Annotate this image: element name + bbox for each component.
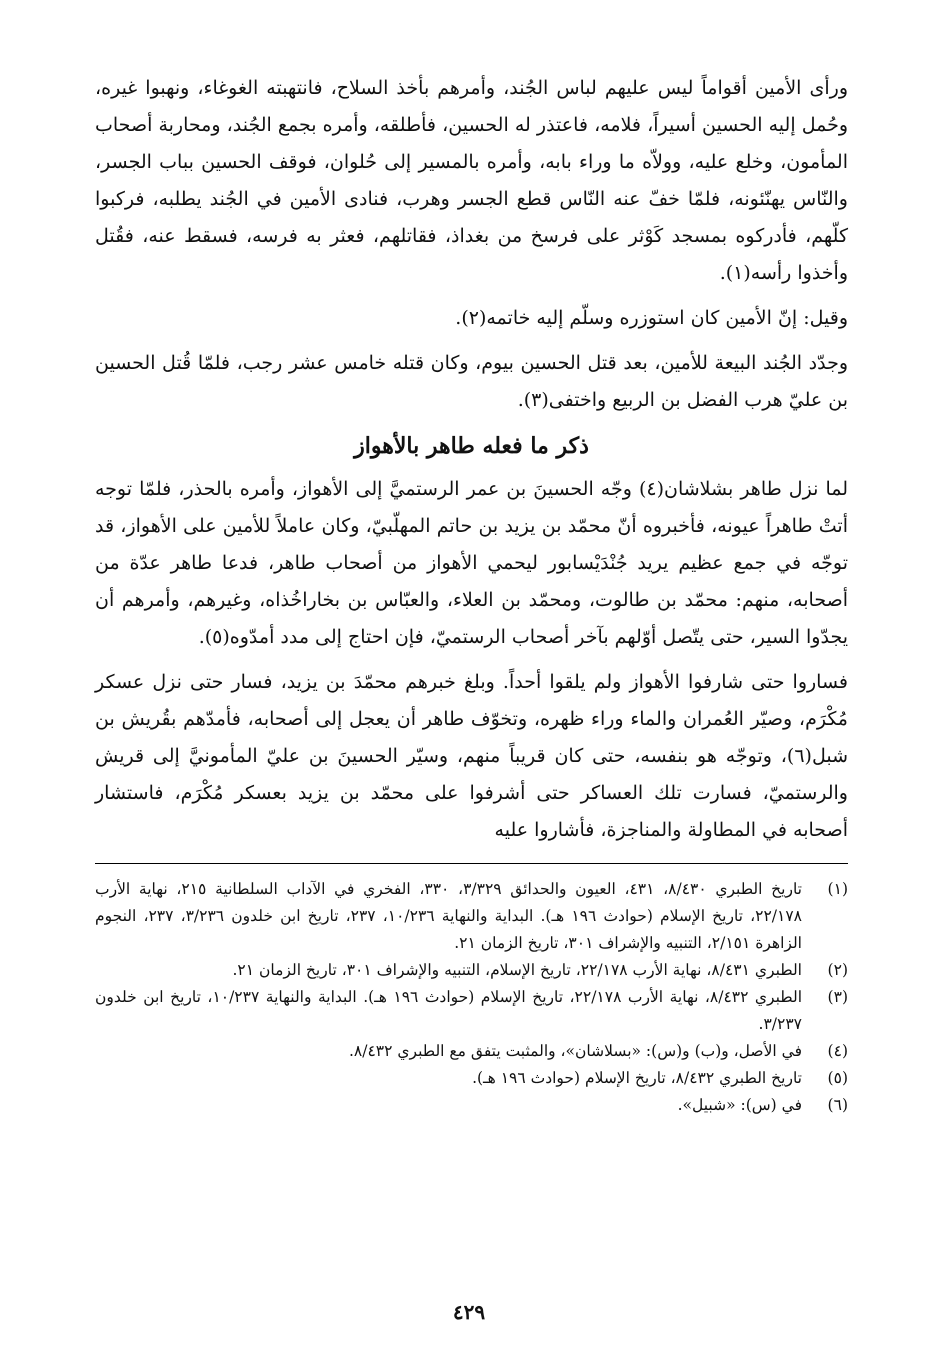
page-number: ٤٢٩ [452,1300,486,1324]
footnote-divider [95,863,848,864]
paragraph: ورأى الأمين أقواماً ليس عليهم لباس الجُند، وأمرهم بأخذ السلاح، فانتهبته الغوغاء، ونهبوا غيره، وحُمل إليه الحسين أسيراً، فلامه، فاعتذر له الحسين، فأطلقه، وأمره بجمع الجُند، ومحاربة أصحاب المأمون، وخلع عليه، وولاّه ما وراء بابه، وأمره بالمسير إلى حُلوان، فوقف الحسين بباب الجسر، والنّاس يهنّئونه، فلمّا خفّ عنه النّاس قطع الجسر وهرب، فنادى الأمين في الجُند يطلبه، فركبوا كلّهم، فأدركوه بمسجد كَوْثر على فرسخ من بغداذ، فقاتلهم، فعثر به فرسه، فسقط عنه، فقُتل وأخذوا رأسه(١). [95,77,848,284]
footnote [95,957,848,984]
footnote-number: (٢) [827,961,848,979]
paragraph: وجدّد الجُند البيعة للأمين، بعد قتل الحسين بيوم، وكان قتله خامس عشر رجب، فلمّا قُتل الحسين بن عليّ هرب الفضل بن الربيع واختفى(٣). [95,352,848,411]
footnote [95,984,848,1038]
footnote [95,1092,848,1119]
footnote-text: تاريخ الطبري ٨/٤٣٠، ٤٣١، العيون والحدائق ٣/٣٢٩، ٣٣٠، الفخري في الآداب السلطانية ٢١٥، نهاية الأرب ٢٢/١٧٨، تاريخ الإسلام (حوادث ١٩٦ هـ). البداية والنهاية ١٠/٢٣٦، ٢٣٧، تاريخ ابن خلدون ٣/٢٣٦، ٢٣٧، النجوم الزاهرة ٢/١٥١، التنبيه والإشراف ٣٠١، تاريخ الزمان ٢١. [95,880,802,952]
footnote-number: (٥) [827,1069,848,1087]
footnote [95,876,848,957]
footnote-number: (٣) [827,988,848,1006]
footnote-text: الطبري ٨/٤٣٢، نهاية الأرب ٢٢/١٧٨، تاريخ الإسلام (حوادث ١٩٦ هـ). البداية والنهاية ١٠/٢٣٧، تاريخ ابن خلدون ٣/٢٣٧. [95,988,803,1033]
footnote-text: الطبري ٨/٤٣١، نهاية الأرب ٢٢/١٧٨، تاريخ الإسلام، التنبيه والإشراف ٣٠١، تاريخ الزمان ٢١. [232,961,802,979]
footnote [95,1038,848,1065]
footnote-number: (١) [827,880,848,898]
paragraph: فساروا حتى شارفوا الأهواز ولم يلقوا أحداً. وبلغ خبرهم محمّدَ بن يزيد، فسار حتى نزل عسكر مُكْرَم، وصيّر العُمران والماء وراء ظهره، وتخوّف طاهر أن يعجل إلى أصحابه، فأمدّهم بقُريش بن شبل(٦)، وتوجّه هو بنفسه، حتى كان قريباً منهم، وسيّر الحسينَ بن عليّ المأمونيَّ إلى قريش والرستميّ، فسارت تلك العساكر حتى أشرفوا على محمّد بن يزيد بعسكر مُكْرَم، فاستشار أصحابه في المطاولة والمناجزة، فأشاروا عليه [95,671,848,841]
section-heading: ذكر ما فعله طاهر بالأهواز [354,433,589,459]
footnote-number: (٤) [827,1042,848,1060]
paragraph: وقيل: إنّ الأمين كان استوزره وسلّم إليه خاتمه(٢). [455,307,848,329]
main-text [95,70,848,849]
paragraph: لما نزل طاهر بشلاشان(٤) وجّه الحسينَ بن عمر الرستميَّ إلى الأهواز، وأمره بالحذر، فلمّا توجه أتتْ طاهراً عيونه، فأخبروه أنّ محمّد بن يزيد بن حاتم المهلّبيّ، وكان عاملاً للأمين على الأهواز، قد توجّه في جمع عظيم يريد جُنْدَيْسابور ليحمي الأهواز من أصحاب طاهر، فدعا طاهر عدّة من أصحابه، منهم: محمّد بن طالوت، ومحمّد بن العلاء، والعبّاس بن بخاراخُذاه، وغيرهم، وأمرهم أن يجدّوا السير، حتى يتّصل أوّلهم بآخر أصحاب الرستميّ، فإن احتاج إلى مدد أمدّوه(٥). [95,478,849,648]
footnotes [95,876,848,1119]
footnote-number: (٦) [827,1096,848,1114]
footnote [95,1065,848,1092]
footnote-text: في الأصل، و(ب) و(س): «بسلاشان»، والمثبت يتفق مع الطبري ٨/٤٣٢. [348,1042,802,1060]
footnote-text: في (س): «شبيل». [677,1096,802,1114]
footnote-text: تاريخ الطبري ٨/٤٣٢، تاريخ الإسلام (حوادث ١٩٦ هـ). [472,1069,802,1087]
